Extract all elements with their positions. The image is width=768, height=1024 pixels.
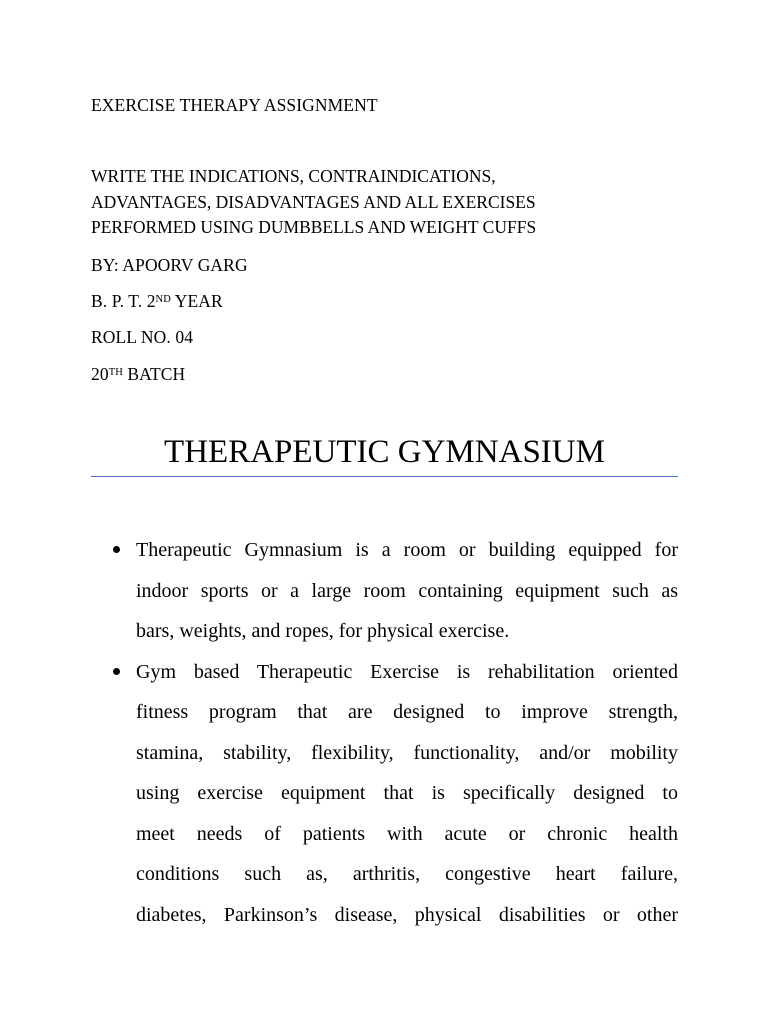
bullet-icon (113, 668, 120, 675)
question-line: ADVANTAGES, DISADVANTAGES AND ALL EXERCISES (91, 191, 536, 212)
bullet-icon (113, 546, 120, 553)
course-superscript: ND (155, 294, 171, 305)
batch-suffix: BATCH (122, 364, 186, 384)
bullet-line: bars, weights, and ropes, for physical exercise. (136, 620, 510, 642)
list-item (91, 530, 678, 652)
batch-prefix: 20 (91, 364, 109, 384)
bullet-line: Therapeutic Gymnasium is a room or building equipped for (136, 539, 678, 561)
question-line: WRITE THE INDICATIONS, CONTRAINDICATIONS, (91, 166, 496, 186)
bullet-line: stamina, stability, flexibility, functionality, and/or mobility (136, 741, 678, 764)
bullet-list (91, 530, 678, 935)
bullet-line: conditions such as, arthritis, congestive heart failure, (136, 863, 678, 885)
bullet-line: indoor sports or a large room containing equipment such as (136, 579, 678, 602)
author-line: BY: APOORV GARG (91, 255, 248, 275)
question-line: PERFORMED USING DUMBBELLS AND WEIGHT CUFFS (91, 217, 537, 237)
assignment-question (91, 164, 691, 241)
assignment-title: EXERCISE THERAPY ASSIGNMENT (91, 95, 378, 115)
bullet-line: using exercise equipment that is specifically designed to (136, 782, 678, 804)
bullet-line: fitness program that are designed to improve strength, (136, 701, 678, 723)
course-prefix: B. P. T. 2 (91, 291, 156, 311)
bullet-line: Gym based Therapeutic Exercise is rehabilitation oriented (136, 660, 678, 683)
list-item (91, 652, 678, 936)
course-line (91, 288, 223, 314)
batch-line (91, 361, 185, 387)
section-title: THERAPEUTIC GYMNASIUM (164, 434, 605, 470)
roll-number: ROLL NO. 04 (91, 327, 194, 347)
course-suffix: YEAR (170, 291, 223, 311)
batch-superscript: TH (108, 367, 123, 378)
bullet-line: diabetes, Parkinson’s disease, physical disabilities or other (136, 903, 678, 926)
bullet-line: meet needs of patients with acute or chronic health (136, 822, 678, 845)
title-underline (91, 476, 678, 477)
